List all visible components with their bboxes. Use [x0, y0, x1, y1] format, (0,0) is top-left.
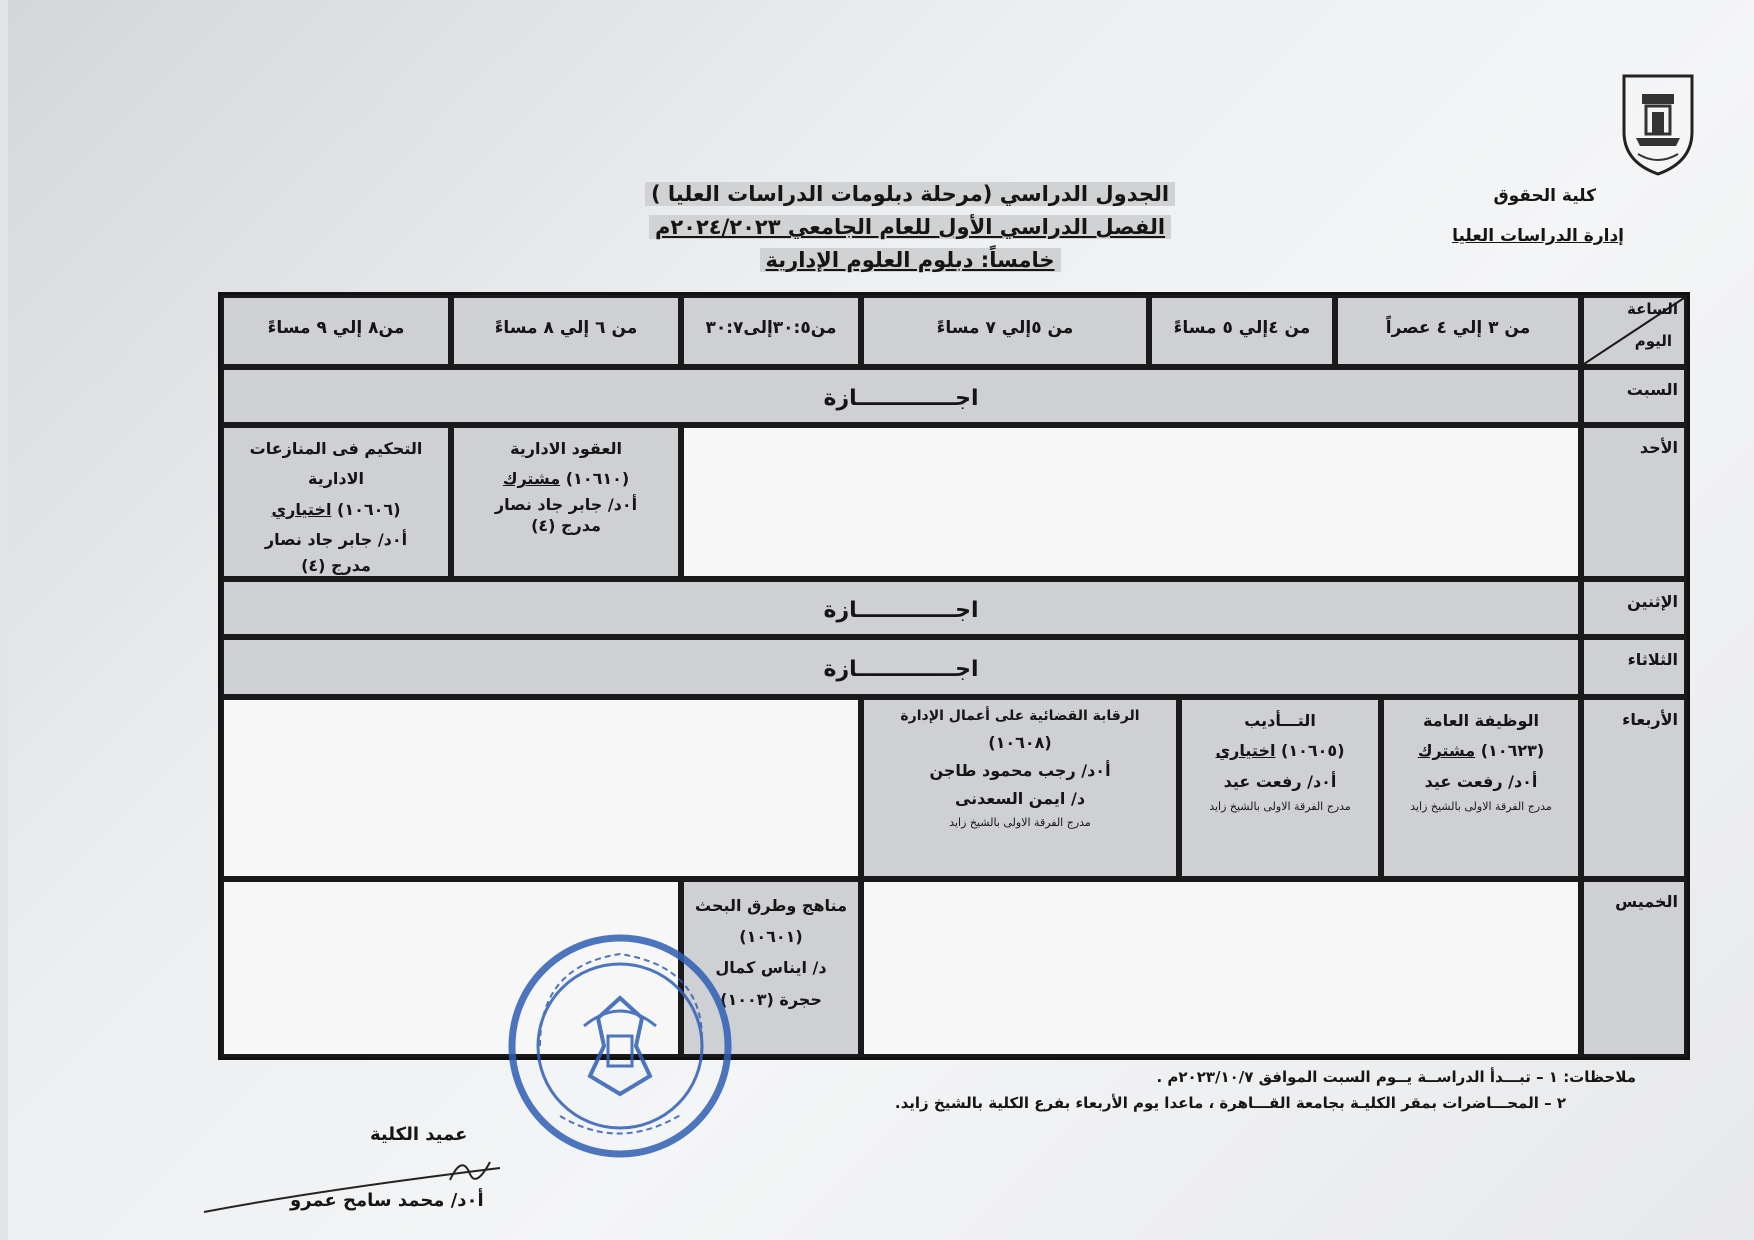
holiday-tuesday: اجـــــــــــــازة — [221, 637, 1581, 697]
course-type: اختياري — [271, 499, 332, 519]
course-professor: أ٠د/ رجب محمود طاجن — [929, 760, 1111, 780]
time-slot-2: من ٤إلي ٥ مساءً — [1149, 295, 1335, 367]
corner-hour-label: الساعة — [1626, 300, 1678, 318]
empty-slot-thursday — [861, 879, 1581, 1057]
course-code-line — [1182, 736, 1378, 766]
course-room: مدرج (٤) — [301, 555, 371, 575]
notes-section — [736, 1064, 1636, 1116]
course-professor: أ٠د/ جابر جاد نصار — [264, 530, 408, 550]
course-professor: أ٠د/ رفعت عيد — [1223, 771, 1337, 791]
document-title — [600, 178, 1220, 277]
note-2: ٢ – المحـــاضرات بمقر الكليـة بجامعة القـــاهرة ، ماعدا يوم الأربعاء بفرع الكلية بالشيخ زايد. — [894, 1094, 1566, 1112]
course-room: مدرج الفرقة الاولى بالشيخ زايد — [1209, 800, 1351, 814]
course-name: التحكيم فى المنازعات الادارية — [249, 439, 423, 489]
empty-slot-wednesday — [221, 697, 861, 879]
course-name: مناهج وطرق البحث — [695, 896, 847, 915]
course-professor: أ٠د/ رفعت عيد — [1424, 771, 1538, 791]
course-room: مدرج (٤) — [531, 515, 601, 535]
course-cell — [861, 697, 1179, 879]
day-wednesday: الأربعاء — [1581, 697, 1687, 879]
course-type: مشترك — [502, 469, 561, 489]
course-code-line — [1384, 736, 1578, 766]
course-code-line — [224, 495, 448, 525]
day-sunday: الأحد — [1581, 425, 1687, 579]
title-line-3: خامساً: دبلوم العلوم الإدارية — [760, 248, 1061, 272]
course-name: الرقابة القضائية على أعمال الإدارة — [900, 708, 1140, 724]
course-code: (١٠٦٢٣) — [1480, 741, 1545, 761]
course-cell — [1381, 697, 1581, 879]
course-professor: أ٠د/ جابر جاد نصار — [494, 494, 638, 514]
notes-label: ملاحظات: — [1563, 1068, 1636, 1086]
university-logo — [1618, 72, 1698, 178]
course-name: العقود الادارية — [510, 439, 622, 458]
course-room: حجرة (١٠٠٣) — [720, 989, 822, 1009]
time-slot-1: من ٣ إلي ٤ عصراً — [1335, 295, 1581, 367]
day-monday: الإثنين — [1581, 579, 1687, 637]
course-professor-2: د/ ايمن السعدنى — [954, 788, 1086, 808]
dean-name: أ٠د/ محمد سامح عمرو — [290, 1190, 484, 1211]
course-code: (١٠٦٠١) — [739, 927, 803, 947]
faculty-name: كلية الحقوق — [1493, 186, 1596, 206]
title-line-2: الفصل الدراسي الأول للعام الجامعي ٢٠٢٤/٢٠٢٣م — [649, 215, 1171, 239]
official-stamp — [500, 926, 740, 1166]
course-cell — [451, 425, 681, 579]
course-room: مدرج الفرقة الاولى بالشيخ زايد — [1410, 800, 1552, 814]
time-slot-6: من٨ إلي ٩ مساءً — [221, 295, 451, 367]
empty-slot-sunday — [681, 425, 1581, 579]
course-type: اختياري — [1215, 741, 1276, 761]
holiday-saturday: اجـــــــــــــازة — [221, 367, 1581, 425]
schedule-table — [218, 292, 1690, 1060]
course-name: التـــأديب — [1244, 711, 1316, 730]
course-room: مدرج الفرقة الاولى بالشيخ زايد — [949, 815, 1091, 829]
day-thursday: الخميس — [1581, 879, 1687, 1057]
department-name: إدارة الدراسات العليا — [1452, 226, 1624, 246]
course-code: (١٠٦٠٨) — [988, 732, 1052, 752]
day-tuesday: الثلاثاء — [1581, 637, 1687, 697]
course-professor: د/ ايناس كمال — [715, 958, 827, 978]
note-line-1 — [736, 1064, 1636, 1090]
time-slot-4: من٣٠:٥إلى٣٠:٧ — [681, 295, 861, 367]
course-code-line — [454, 464, 678, 494]
corner-cell — [1581, 295, 1687, 367]
course-cell — [1179, 697, 1381, 879]
time-slot-5: من ٦ إلي ٨ مساءً — [451, 295, 681, 367]
time-slot-3: من ٥إلي ٧ مساءً — [861, 295, 1149, 367]
holiday-monday: اجـــــــــــــازة — [221, 579, 1581, 637]
day-saturday: السبت — [1581, 367, 1687, 425]
course-type: مشترك — [1417, 741, 1476, 761]
course-code: (١٠٦١٠) — [565, 469, 630, 489]
dean-title: عميد الكلية — [370, 1124, 468, 1145]
course-code: (١٠٦٠٦) — [337, 499, 401, 519]
course-code: (١٠٦٠٥) — [1281, 741, 1345, 761]
corner-day-label: اليوم — [1634, 332, 1672, 350]
course-cell — [221, 425, 451, 579]
note-1: ١ – تبـــدأ الدراســة يــوم السبت الموافق ٢٠٢٣/١٠/٧م . — [1156, 1068, 1558, 1086]
course-name: الوظيفة العامة — [1422, 711, 1540, 730]
title-line-1: الجدول الدراسي (مرحلة دبلومات الدراسات العليا ) — [645, 182, 1175, 206]
